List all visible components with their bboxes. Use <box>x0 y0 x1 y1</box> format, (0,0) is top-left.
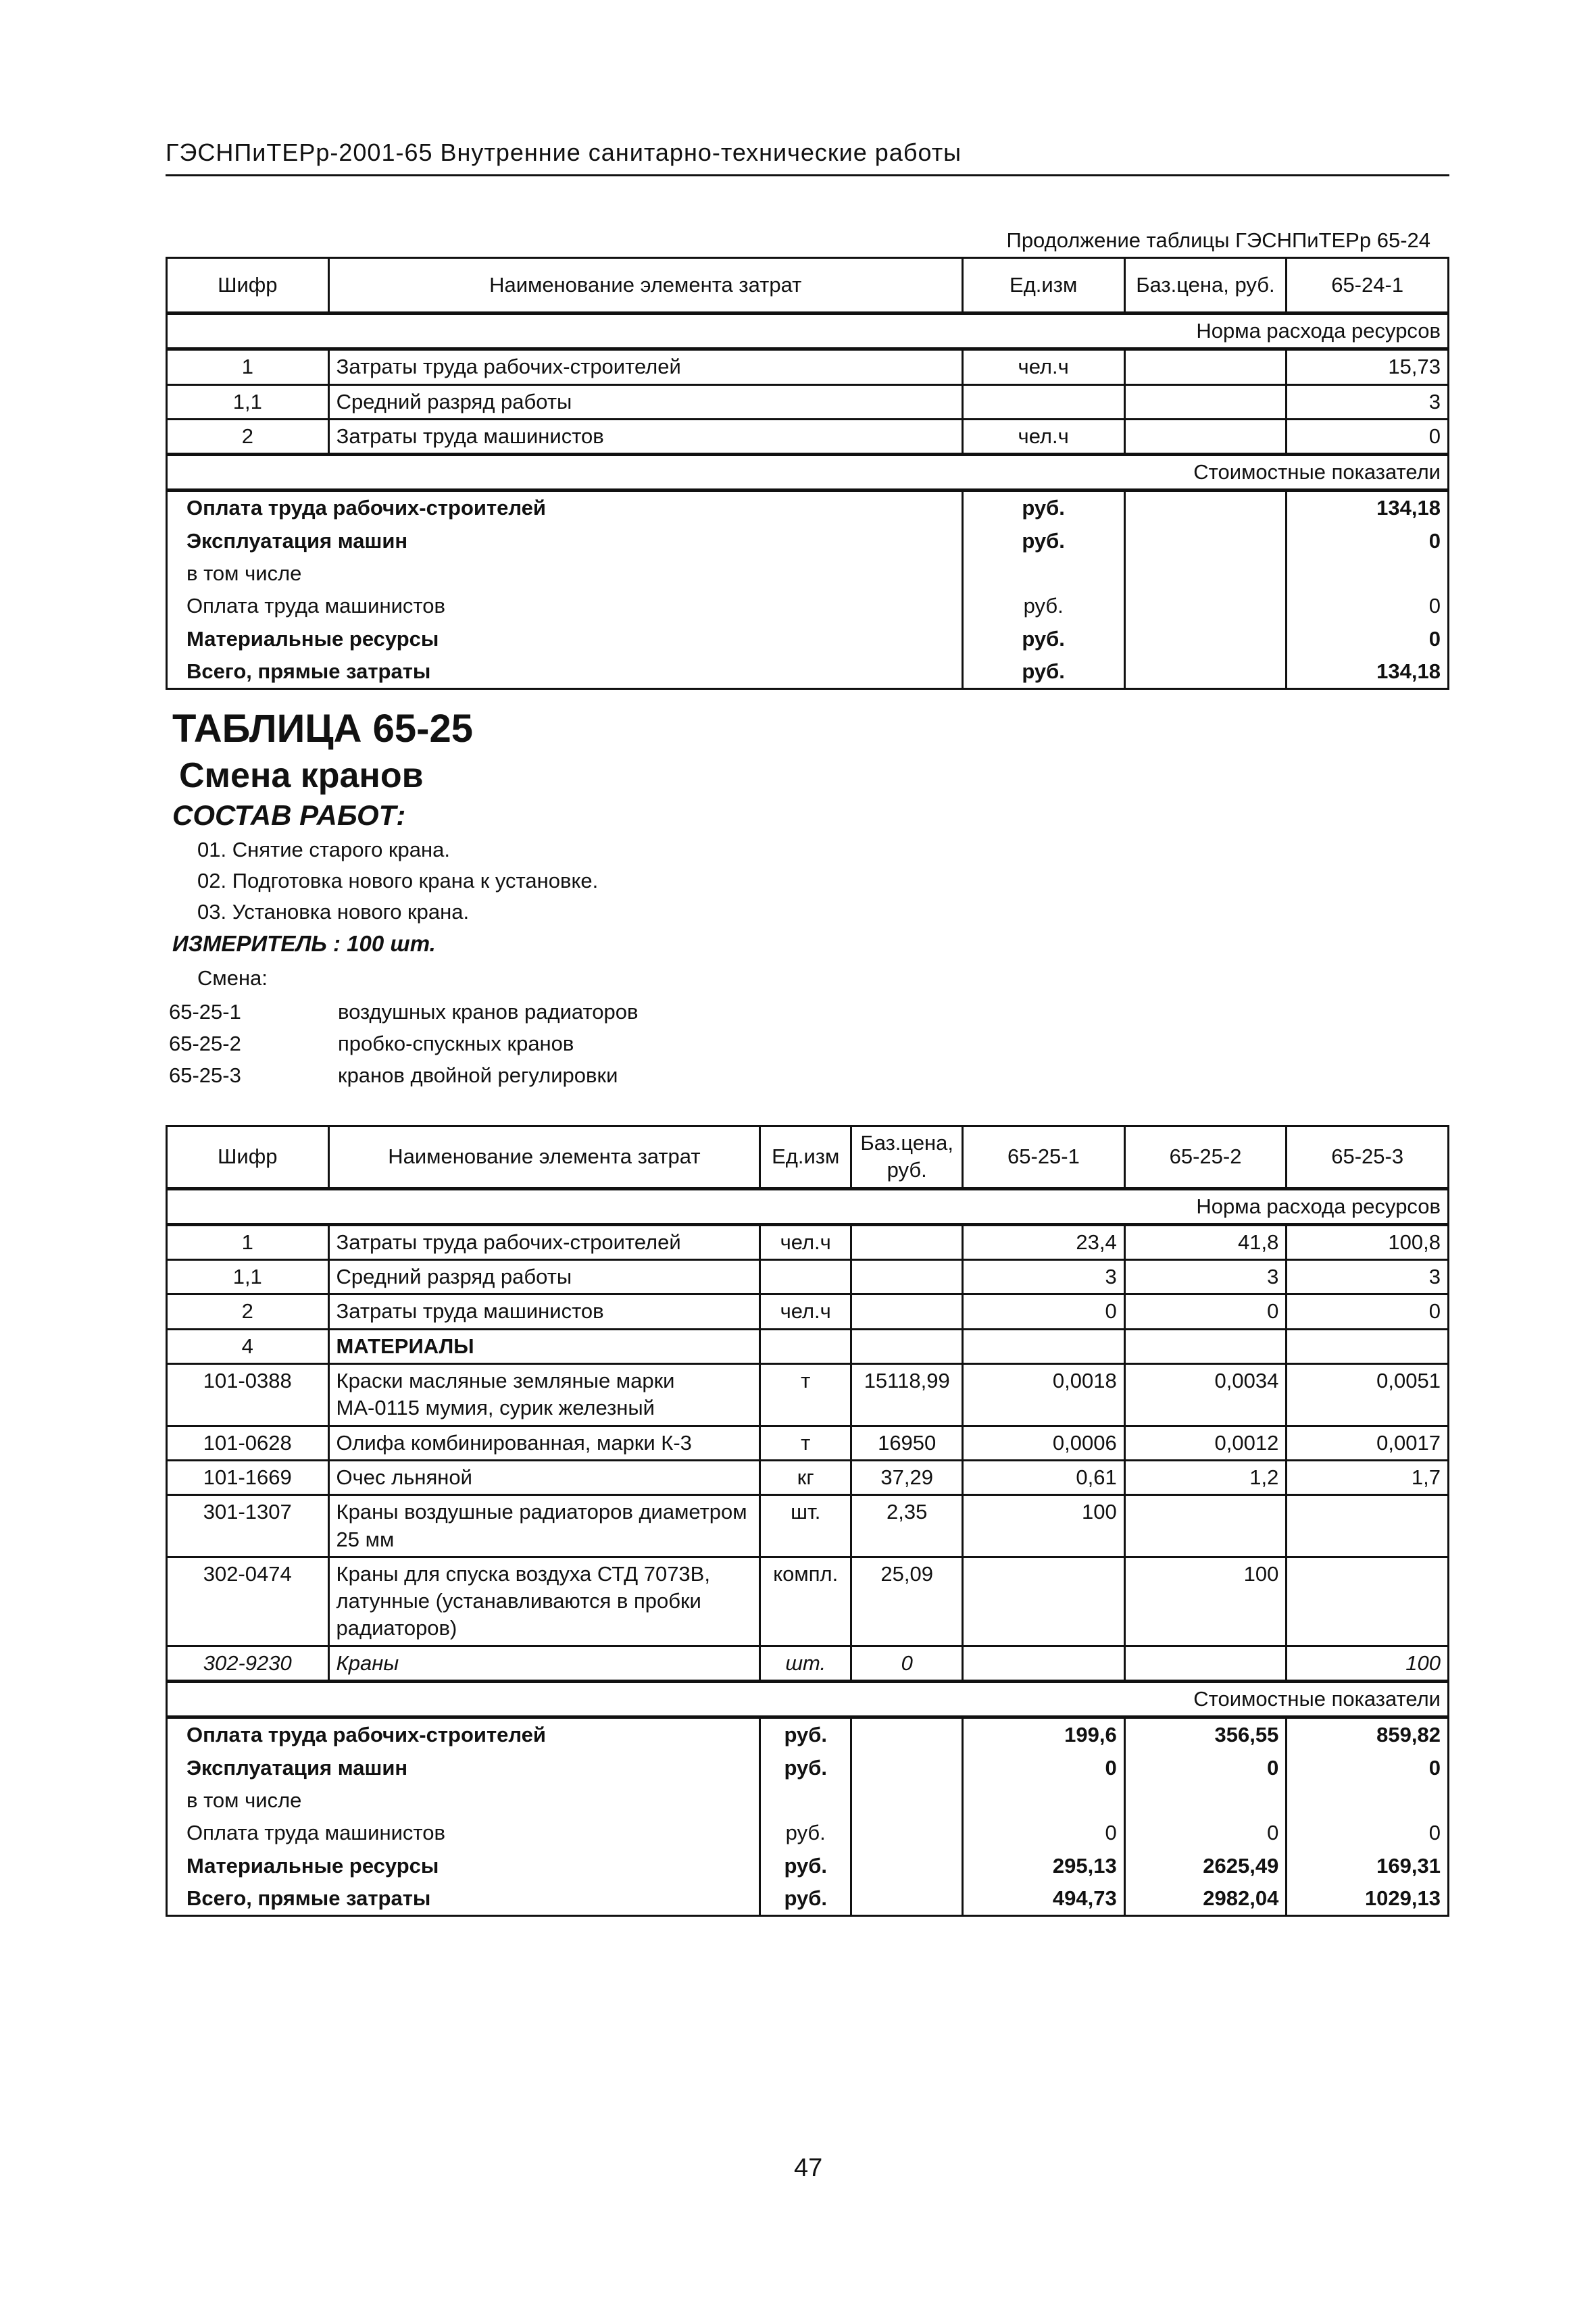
table1-continuation: Продолжение таблицы ГЭСНПиТЕРр 65-24 <box>1006 228 1430 252</box>
running-header: ГЭСНПиТЕРр-2001-65 Внутренние санитарно-технические работы <box>166 139 962 166</box>
row-name: Средний разряд работы <box>328 384 962 419</box>
row-price <box>1124 349 1287 384</box>
table-row <box>167 1294 1449 1329</box>
table-row <box>167 1557 1449 1646</box>
col-header-code: Шифр <box>167 258 329 313</box>
row-unit <box>760 1260 851 1294</box>
row-price <box>1124 384 1287 419</box>
row-code: 101-0628 <box>167 1426 329 1460</box>
cost-value: 0 <box>1287 1817 1449 1849</box>
row-value <box>1124 1646 1287 1681</box>
cost-value: 295,13 <box>963 1850 1125 1882</box>
cost-unit <box>760 1784 851 1817</box>
row-value: 0,0034 <box>1124 1364 1287 1426</box>
row-value: 23,4 <box>963 1224 1125 1259</box>
row-price <box>851 1294 963 1329</box>
row-value: 41,8 <box>1124 1224 1287 1259</box>
cost-value: 1029,13 <box>1287 1882 1449 1916</box>
table-row <box>167 384 1449 419</box>
cost-name: Эксплуатация машин <box>167 1752 760 1784</box>
col-header-code: Шифр <box>167 1126 329 1189</box>
row-price <box>1124 419 1287 454</box>
table-row <box>167 1224 1449 1259</box>
row-name: Средний разряд работы <box>328 1260 760 1294</box>
row-code: 4 <box>167 1329 329 1363</box>
row-code: 302-0474 <box>167 1557 329 1646</box>
cost-unit: руб. <box>760 1817 851 1849</box>
variant-code: 65-25-2 <box>169 1032 241 1055</box>
cost-unit <box>962 557 1124 590</box>
work-item: 01. Снятие старого крана. <box>197 838 450 861</box>
col-header-65-25-1: 65-25-1 <box>963 1126 1125 1189</box>
cost-unit: руб. <box>962 623 1124 655</box>
variant-code: 65-25-3 <box>169 1063 241 1087</box>
row-value: 0,0006 <box>963 1426 1125 1460</box>
cost-name: Всего, прямые затраты <box>167 655 963 689</box>
cost-value <box>1124 1784 1287 1817</box>
row-price: 0 <box>851 1646 963 1681</box>
row-unit: чел.ч <box>760 1294 851 1329</box>
row-unit: шт. <box>760 1646 851 1681</box>
norm-label: Норма расхода ресурсов <box>167 313 1449 349</box>
table-row <box>167 349 1449 384</box>
variant-text: кранов двойной регулировки <box>338 1063 618 1087</box>
table-row <box>167 1460 1449 1494</box>
row-value: 1,7 <box>1287 1460 1449 1494</box>
row-unit <box>760 1329 851 1363</box>
cost-value: 356,55 <box>1124 1717 1287 1752</box>
row-value: 100 <box>1124 1557 1287 1646</box>
cost-value: 169,31 <box>1287 1850 1449 1882</box>
cost-value: 0 <box>1124 1752 1287 1784</box>
row-price: 16950 <box>851 1426 963 1460</box>
row-code: 101-0388 <box>167 1364 329 1426</box>
row-code: 302-9230 <box>167 1646 329 1681</box>
row-unit: чел.ч <box>760 1224 851 1259</box>
cost-name: в том числе <box>167 1784 760 1817</box>
cost-name: Оплата труда рабочих-строителей <box>167 491 963 525</box>
cost-value: 0 <box>1287 525 1449 557</box>
row-name: МАТЕРИАЛЫ <box>328 1329 760 1363</box>
row-unit: чел.ч <box>962 349 1124 384</box>
cost-name: Оплата труда рабочих-строителей <box>167 1717 760 1752</box>
cost-value: 494,73 <box>963 1882 1125 1916</box>
cost-value: 0 <box>963 1752 1125 1784</box>
cost-value: 0 <box>963 1817 1125 1849</box>
cost-unit: руб. <box>760 1882 851 1916</box>
row-price <box>851 1329 963 1363</box>
row-value: 0,61 <box>963 1460 1125 1494</box>
cost-value: 0 <box>1287 623 1449 655</box>
row-code: 1,1 <box>167 384 329 419</box>
row-name: Краны для спуска воздуха СТД 7073В, латунные (устанавливаются в пробки радиаторов) <box>328 1557 760 1646</box>
cost-value: 0 <box>1287 1752 1449 1784</box>
variant-code: 65-25-1 <box>169 1000 241 1024</box>
cost-value: 134,18 <box>1287 491 1449 525</box>
cost-row <box>167 590 1449 622</box>
row-name: Краны воздушные радиаторов диаметром 25 мм <box>328 1495 760 1557</box>
row-price <box>851 1224 963 1259</box>
col-header-65-24-1: 65-24-1 <box>1287 258 1449 313</box>
row-name: Затраты труда машинистов <box>328 1294 760 1329</box>
cost-row <box>167 1784 1449 1817</box>
row-value: 3 <box>1287 1260 1449 1294</box>
col-header-name: Наименование элемента затрат <box>328 1126 760 1189</box>
col-header-65-25-2: 65-25-2 <box>1124 1126 1287 1189</box>
col-header-name: Наименование элемента затрат <box>328 258 962 313</box>
row-value: 3 <box>1287 384 1449 419</box>
row-name: Краски масляные земляные марки МА-0115 мумия, сурик железный <box>328 1364 760 1426</box>
row-value: 100,8 <box>1287 1224 1449 1259</box>
row-value: 3 <box>1124 1260 1287 1294</box>
row-value <box>963 1557 1125 1646</box>
row-value: 0 <box>1124 1294 1287 1329</box>
table-row <box>167 419 1449 454</box>
cost-label: Стоимостные показатели <box>167 1682 1449 1717</box>
cost-value <box>1287 557 1449 590</box>
cost-name: Материальные ресурсы <box>167 623 963 655</box>
page-number: 47 <box>794 2154 823 2182</box>
smena-label: Смена: <box>197 966 268 990</box>
cost-unit: руб. <box>760 1717 851 1752</box>
section-title: ТАБЛИЦА 65-25 <box>172 707 473 751</box>
cost-row <box>167 655 1449 689</box>
composition-label: СОСТАВ РАБОТ: <box>172 799 406 831</box>
row-price: 2,35 <box>851 1495 963 1557</box>
row-unit: кг <box>760 1460 851 1494</box>
measure: ИЗМЕРИТЕЛЬ : 100 шт. <box>172 931 436 956</box>
row-name: Олифа комбинированная, марки К-3 <box>328 1426 760 1460</box>
row-name: Очес льняной <box>328 1460 760 1494</box>
row-value: 100 <box>1287 1646 1449 1681</box>
row-value <box>1287 1557 1449 1646</box>
row-value: 0 <box>1287 419 1449 454</box>
row-name: Затраты труда рабочих-строителей <box>328 1224 760 1259</box>
row-value <box>1287 1495 1449 1557</box>
row-value <box>963 1646 1125 1681</box>
cost-row <box>167 1882 1449 1916</box>
cost-label: Стоимостные показатели <box>167 455 1449 491</box>
row-value: 100 <box>963 1495 1125 1557</box>
cost-unit: руб. <box>962 491 1124 525</box>
cost-name: Оплата труда машинистов <box>167 1817 760 1849</box>
col-header-unit: Ед.изм <box>962 258 1124 313</box>
cost-name: Материальные ресурсы <box>167 1850 760 1882</box>
row-value <box>1124 1329 1287 1363</box>
cost-value: 0 <box>1287 590 1449 622</box>
cost-value: 0 <box>1124 1817 1287 1849</box>
row-value <box>1287 1329 1449 1363</box>
table-65-24 <box>166 257 1449 690</box>
table-row <box>167 1364 1449 1426</box>
section-subtitle: Смена кранов <box>179 756 424 795</box>
cost-row <box>167 491 1449 525</box>
row-value: 0 <box>963 1294 1125 1329</box>
cost-row <box>167 525 1449 557</box>
row-value: 0,0012 <box>1124 1426 1287 1460</box>
col-header-65-25-3: 65-25-3 <box>1287 1126 1449 1189</box>
cost-name: Оплата труда машинистов <box>167 590 963 622</box>
cost-unit: руб. <box>760 1752 851 1784</box>
row-value <box>1124 1495 1287 1557</box>
row-value: 3 <box>963 1260 1125 1294</box>
cost-row <box>167 557 1449 590</box>
cost-row <box>167 1817 1449 1849</box>
row-value: 1,2 <box>1124 1460 1287 1494</box>
cost-value: 199,6 <box>963 1717 1125 1752</box>
row-code: 2 <box>167 1294 329 1329</box>
cost-name: Эксплуатация машин <box>167 525 963 557</box>
row-code: 1 <box>167 1224 329 1259</box>
variant-text: воздушных кранов радиаторов <box>338 1000 639 1024</box>
cost-value <box>963 1784 1125 1817</box>
row-unit <box>962 384 1124 419</box>
row-value: 0,0018 <box>963 1364 1125 1426</box>
header-rule <box>166 174 1449 176</box>
row-price: 15118,99 <box>851 1364 963 1426</box>
row-unit: чел.ч <box>962 419 1124 454</box>
cost-row <box>167 623 1449 655</box>
row-value: 0 <box>1287 1294 1449 1329</box>
cost-row <box>167 1752 1449 1784</box>
row-code: 101-1669 <box>167 1460 329 1494</box>
cost-name: Всего, прямые затраты <box>167 1882 760 1916</box>
work-item: 02. Подготовка нового крана к установке. <box>197 869 599 892</box>
cost-unit: руб. <box>760 1850 851 1882</box>
row-unit: т <box>760 1364 851 1426</box>
row-code: 1,1 <box>167 1260 329 1294</box>
cost-unit: руб. <box>962 590 1124 622</box>
cost-name: в том числе <box>167 557 963 590</box>
norm-label: Норма расхода ресурсов <box>167 1188 1449 1224</box>
cost-value: 2982,04 <box>1124 1882 1287 1916</box>
row-price: 25,09 <box>851 1557 963 1646</box>
row-price: 37,29 <box>851 1460 963 1494</box>
cost-row <box>167 1850 1449 1882</box>
row-name: Затраты труда рабочих-строителей <box>328 349 962 384</box>
cost-unit: руб. <box>962 655 1124 689</box>
col-header-price: Баз.цена, руб. <box>851 1126 963 1189</box>
variant-text: пробко-спускных кранов <box>338 1032 574 1055</box>
cost-row <box>167 1717 1449 1752</box>
work-item: 03. Установка нового крана. <box>197 900 470 924</box>
row-code: 2 <box>167 419 329 454</box>
table-row <box>167 1329 1449 1363</box>
table-row <box>167 1426 1449 1460</box>
table-row <box>167 1495 1449 1557</box>
col-header-unit: Ед.изм <box>760 1126 851 1189</box>
cost-value: 859,82 <box>1287 1717 1449 1752</box>
row-unit: компл. <box>760 1557 851 1646</box>
col-header-price: Баз.цена, руб. <box>1124 258 1287 313</box>
row-name: Затраты труда машинистов <box>328 419 962 454</box>
row-value: 15,73 <box>1287 349 1449 384</box>
row-value: 0,0051 <box>1287 1364 1449 1426</box>
cost-value <box>1287 1784 1449 1817</box>
row-name: Краны <box>328 1646 760 1681</box>
row-unit: шт. <box>760 1495 851 1557</box>
table-65-25 <box>166 1125 1449 1917</box>
row-value <box>963 1329 1125 1363</box>
row-unit: т <box>760 1426 851 1460</box>
cost-value: 2625,49 <box>1124 1850 1287 1882</box>
row-code: 1 <box>167 349 329 384</box>
table-row <box>167 1260 1449 1294</box>
row-value: 0,0017 <box>1287 1426 1449 1460</box>
cost-value: 134,18 <box>1287 655 1449 689</box>
cost-unit: руб. <box>962 525 1124 557</box>
table-row <box>167 1646 1449 1681</box>
row-price <box>851 1260 963 1294</box>
row-code: 301-1307 <box>167 1495 329 1557</box>
